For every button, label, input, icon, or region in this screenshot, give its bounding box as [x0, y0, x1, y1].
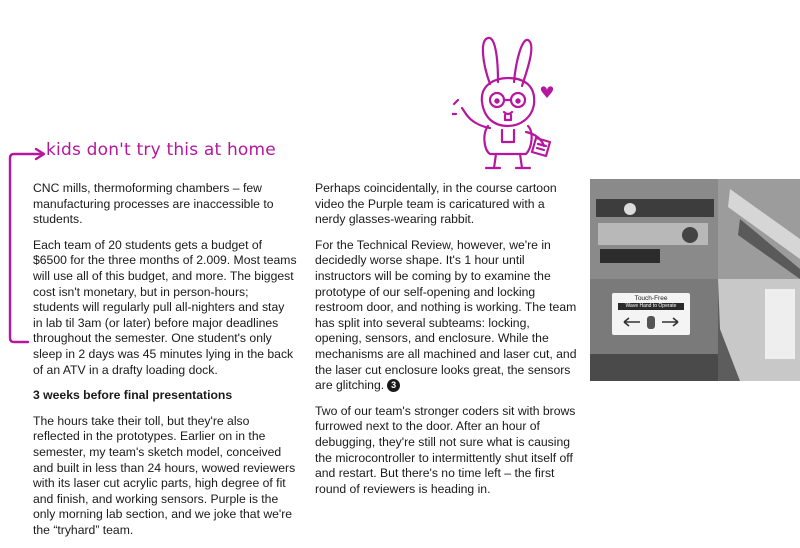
section-heading: 3 weeks before final presentations — [33, 388, 233, 403]
prototype-photo — [590, 179, 800, 381]
paragraph: The hours take their toll, but they're also reflected in the prototypes. Earlier on in the semester, my team's sketch model, conceived and built in less than 24 hours, wowed reviewers with its laser cut acrylic parts, high degree of fit and finish, and working sensors. Purple is the only morning lab section, and we joke that we're the “tryhard” team. — [33, 413, 296, 537]
middle-text-column — [315, 181, 577, 507]
paragraph: Two of our team's stronger coders sit with brows furrowed next to the door. After an hour of debugging, they're still not sure what is causing the microcontroller to intermittently shut itself off and restart. But there's no time left – the first round of reviewers is heading in. — [315, 403, 576, 496]
wave-hand-icon — [620, 313, 682, 331]
paragraph-text: For the Technical Review, however, we're in decidedly worse shape. It's 1 hour until instructors will be coming by to examine the prototype of our self-opening and locking restroom door, and nothing is working. The team has split into several subteams: locking, opening, sensors, and enclosure. While the mechanisms are all machined and laser cut, and the laser cut enclosure looks great, the sensors are glitching. — [315, 237, 577, 393]
paragraph — [315, 238, 577, 394]
callout-text: kids don't try this at home — [46, 140, 276, 160]
footnote-badge: 3 — [387, 379, 400, 392]
sign-bar: Wave Hand to Operate — [618, 303, 684, 310]
rabbit-mascot-illustration — [452, 22, 562, 172]
sign-title: Touch-Free — [634, 295, 668, 302]
touch-free-sign — [612, 293, 690, 335]
photo-content — [590, 179, 800, 381]
paragraph: Perhaps coincidentally, in the course cartoon video the Purple team is caricatured with a nerdy glasses-wearing rabbit. — [315, 181, 557, 227]
paragraph: Each team of 20 students gets a budget of $6500 for the three months of 2.009. Most teams will use all of this budget, and more. The biggest cost isn't monetary, but in person-hours; students will regularly pull all-nighters and stay in lab til 3am (or later) before major deadlines throughout the semester. One student's only sleep in 2 days was 45 minutes lying in the back of an ATV in a drafty loading dock. — [33, 237, 297, 377]
left-text-column — [33, 181, 297, 548]
paragraph: CNC mills, thermoforming chambers – few manufacturing processes are inaccessible to students. — [33, 181, 274, 227]
